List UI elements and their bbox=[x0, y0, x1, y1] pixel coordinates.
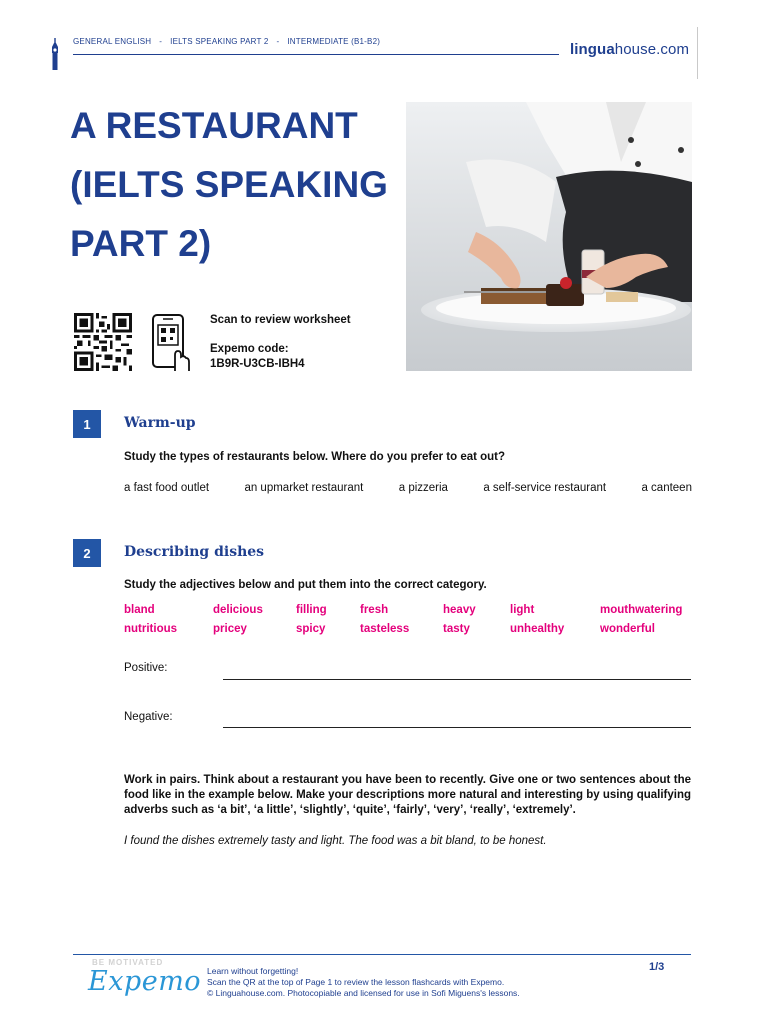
restaurant-type: a canteen bbox=[641, 482, 692, 494]
scan-label: Scan to review worksheet bbox=[210, 314, 351, 326]
adjective-row bbox=[124, 623, 699, 642]
section-instruction: Study the adjectives below and put them into the correct category. bbox=[124, 579, 487, 591]
adjective: unhealthy bbox=[510, 623, 565, 635]
footer-divider bbox=[73, 954, 691, 955]
footer-watermark: BE MOTIVATED bbox=[92, 958, 164, 967]
header-divider bbox=[73, 54, 559, 55]
scan-instructions bbox=[210, 313, 351, 373]
logo-bold-part: lingua bbox=[570, 41, 615, 58]
restaurant-types-list bbox=[124, 482, 692, 494]
breadcrumb bbox=[73, 37, 380, 46]
breadcrumb-course: IELTS SPEAKING PART 2 bbox=[170, 37, 269, 46]
section-number-badge: 1 bbox=[73, 410, 101, 438]
page-title bbox=[70, 96, 410, 273]
section-instruction: Study the types of restaurants below. Where do you prefer to eat out? bbox=[124, 451, 506, 463]
restaurant-type: an upmarket restaurant bbox=[244, 482, 364, 494]
adjective: bland bbox=[124, 604, 155, 616]
adjective: delicious bbox=[213, 604, 263, 616]
pair-work-instruction: Work in pairs. Think about a restaurant you have been to recently. Give one or two sentences about the food like in the example below. Make your descriptions more natural and interesting by using qualifying adverbs such as ‘a bit’, ‘a little’, ‘slightly’, ‘quite’, ‘fairly’, ‘very’, ‘really’, ‘extremely’. bbox=[124, 774, 692, 816]
title-line: (IELTS SPEAKING bbox=[70, 164, 388, 205]
breadcrumb-separator: - bbox=[159, 37, 163, 46]
positive-label: Positive: bbox=[124, 662, 168, 674]
adjective: wonderful bbox=[600, 623, 655, 635]
expemo-logo: Expemo bbox=[88, 966, 202, 997]
restaurant-type: a fast food outlet bbox=[124, 482, 210, 494]
expemo-code: 1B9R-U3CB-IBH4 bbox=[210, 358, 305, 370]
expemo-code-label: Expemo code: bbox=[210, 342, 289, 355]
footer-tagline: Learn without forgetting! bbox=[207, 966, 299, 976]
adjective-grid bbox=[124, 604, 699, 642]
adjective: tasty bbox=[443, 623, 470, 635]
chef-plating-dessert-photo bbox=[406, 102, 692, 371]
section-title: Describing dishes bbox=[124, 544, 265, 560]
section-title: Warm-up bbox=[124, 415, 196, 431]
adjective: filling bbox=[296, 604, 327, 616]
adjective: heavy bbox=[443, 604, 476, 616]
qr-code-icon bbox=[73, 313, 133, 371]
adjective: light bbox=[510, 604, 535, 616]
negative-label: Negative: bbox=[124, 711, 173, 723]
big-ben-icon bbox=[50, 38, 60, 70]
logo-rest-part: house.com bbox=[614, 41, 690, 58]
phone-scan-icon bbox=[151, 313, 191, 373]
example-sentence: I found the dishes extremely tasty and light. The food was a bit bland, to be honest. bbox=[124, 835, 547, 847]
footer-text bbox=[207, 966, 520, 999]
negative-answer-line[interactable] bbox=[223, 727, 691, 728]
footer-scan-note: Scan the QR at the top of Page 1 to review the lesson flashcards with Expemo. bbox=[207, 977, 505, 987]
adjective: fresh bbox=[360, 604, 389, 616]
breadcrumb-level: INTERMEDIATE (B1-B2) bbox=[287, 37, 381, 46]
title-line: A RESTAURANT bbox=[70, 105, 358, 146]
page-number: 1/3 bbox=[649, 961, 665, 973]
positive-answer-line[interactable] bbox=[223, 679, 691, 680]
restaurant-type: a pizzeria bbox=[398, 482, 448, 494]
linguahouse-logo bbox=[570, 41, 689, 58]
adjective: tasteless bbox=[360, 623, 410, 635]
adjective: mouthwatering bbox=[600, 604, 683, 616]
adjective: nutritious bbox=[124, 623, 178, 635]
breadcrumb-separator: - bbox=[276, 37, 280, 46]
breadcrumb-category: GENERAL ENGLISH bbox=[73, 37, 152, 46]
title-line: PART 2) bbox=[70, 223, 212, 264]
adjective: pricey bbox=[213, 623, 247, 635]
restaurant-type: a self-service restaurant bbox=[483, 482, 607, 494]
section-number-badge: 2 bbox=[73, 539, 101, 567]
footer-copyright: © Linguahouse.com. Photocopiable and licensed for use in Sofi Miguens's lessons. bbox=[207, 988, 520, 998]
adjective: spicy bbox=[296, 623, 326, 635]
adjective-row bbox=[124, 604, 699, 623]
margin-line bbox=[697, 27, 698, 79]
